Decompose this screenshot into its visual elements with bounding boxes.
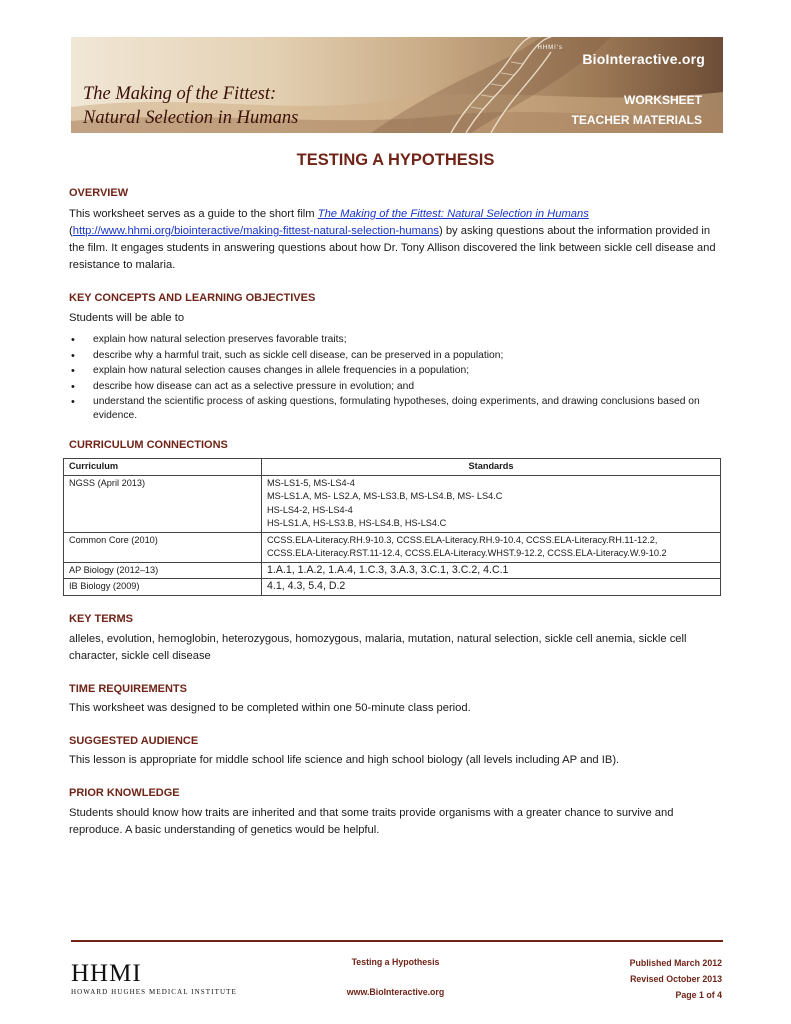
hhmi-logo-text: HHMI: [71, 960, 142, 987]
list-item: • understand the scientific process of asking questions, formulating hypotheses, doing experiments, and drawing conclusions based on evidence.: [69, 395, 719, 423]
standards-cell: [262, 579, 721, 596]
overview-paragraph: [69, 206, 719, 274]
standards-cell: [262, 475, 721, 532]
key-terms-text: alleles, evolution, hemoglobin, heterozygous, homozygous, malaria, mutation, natural selection, sickle cell anemia, sickle cell character, sickle cell disease: [69, 633, 687, 662]
standards-line: HS-LS4-2, HS-LS4-4: [267, 504, 353, 515]
table-row: [64, 562, 721, 579]
list-item: • explain how natural selection preserves favorable traits;: [69, 333, 719, 347]
header-banner: [71, 37, 723, 133]
standards-line: CCSS.ELA-Literacy.RH.9-10.3, CCSS.ELA-Literacy.RH.9-10.4, CCSS.ELA-Literacy.RH.11-12.2,: [267, 534, 658, 545]
list-item: • explain how natural selection causes changes in allele frequencies in a population;: [69, 364, 719, 378]
biointeractive-logo: [538, 45, 705, 69]
prior-knowledge-text: Students should know how traits are inherited and that some traits provide organisms with a greater chance to survive and reproduce. A basic understanding of genetics would be helpful.: [69, 807, 674, 836]
film-link[interactable]: The Making of the Fittest: Natural Selection in Humans: [317, 208, 589, 220]
key-terms-heading: KEY TERMS: [69, 613, 133, 625]
list-item: • describe why a harmful trait, such as sickle cell disease, can be preserved in a population;: [69, 349, 719, 363]
published-date: Published March 2012: [629, 958, 722, 968]
objectives-list: [69, 333, 719, 425]
hhmi-logo: [71, 962, 237, 996]
hhmi-logo-subtitle: HOWARD HUGHES MEDICAL INSTITUTE: [71, 988, 237, 996]
standards-line: CCSS.ELA-Literacy.RST.11-12.4, CCSS.ELA-Literacy.WHST.9-12.2, CCSS.ELA-Literacy.W.9-10.2: [267, 548, 667, 558]
footer-website: www.BioInteractive.org: [346, 987, 445, 997]
standards-line: MS-LS1.A, MS- LS2.A, MS-LS3.B, MS-LS4.B, MS- LS4.C: [267, 491, 503, 501]
overview-text-3: ) by asking questions about the information provided in the film. It engages students in answering questions about how Dr. Tony Allison discovered the link between sickle cell disease and resistance to malaria.: [69, 225, 716, 271]
brand-name: BioInteractive.org: [582, 51, 705, 67]
brand-hhmi-small: HHMI's: [537, 45, 563, 51]
objectives-intro: Students will be able to: [69, 312, 185, 324]
curriculum-table: [63, 458, 721, 596]
table-header-row: [64, 459, 721, 476]
document-title: TESTING A HYPOTHESIS: [296, 151, 495, 169]
standards-line: MS-LS1-5, MS-LS4-4: [267, 477, 355, 488]
banner-title: [83, 82, 298, 130]
standards-line: 1.A.1, 1.A.2, 1.A.4, 1.C.3, 3.A.3, 3.C.1, 3.C.2, 4.C.1: [267, 563, 509, 576]
audience-heading: SUGGESTED AUDIENCE: [69, 735, 199, 747]
footer-divider: [71, 940, 723, 942]
table-row: [64, 532, 721, 562]
table-row: [64, 579, 721, 596]
standards-line: HS-LS1.A, HS-LS3.B, HS-LS4.B, HS-LS4.C: [267, 518, 447, 528]
overview-text-1: This worksheet serves as a guide to the short film: [69, 208, 318, 220]
teacher-materials-label: TEACHER MATERIALS: [571, 113, 702, 127]
time-heading: TIME REQUIREMENTS: [69, 683, 187, 695]
worksheet-label: WORKSHEET: [624, 93, 702, 107]
curriculum-cell: Common Core (2010): [64, 532, 262, 562]
list-item: • describe how disease can act as a selective pressure in evolution; and: [69, 380, 719, 394]
overview-text-2: (: [69, 225, 73, 237]
column-header-curriculum: Curriculum: [64, 459, 262, 476]
overview-heading: OVERVIEW: [69, 187, 129, 199]
standards-line: 4.1, 4.3, 5.4, D.2: [267, 580, 346, 592]
film-url-link[interactable]: http://www.hhmi.org/biointeractive/making-fittest-natural-selection-humans: [72, 225, 439, 237]
time-text: This worksheet was designed to be completed within one 50-minute class period.: [69, 702, 471, 714]
revised-date: Revised October 2013: [630, 974, 722, 984]
objectives-heading: KEY CONCEPTS AND LEARNING OBJECTIVES: [69, 292, 316, 304]
curriculum-cell: NGSS (April 2013): [64, 475, 262, 532]
banner-title-line2: Natural Selection in Humans: [83, 108, 299, 128]
footer-doc-name: Testing a Hypothesis: [351, 957, 440, 967]
standards-cell: [262, 562, 721, 579]
audience-text: This lesson is appropriate for middle school life science and high school biology (all levels including AP and IB).: [69, 754, 620, 766]
table-row: [64, 475, 721, 532]
footer-publication-info: [630, 955, 722, 1003]
curriculum-cell: AP Biology (2012–13): [64, 562, 262, 579]
prior-knowledge-heading: PRIOR KNOWLEDGE: [69, 787, 180, 799]
standards-cell: [262, 532, 721, 562]
page-number: Page 1 of 4: [675, 990, 722, 1000]
banner-title-line1: The Making of the Fittest:: [83, 84, 277, 104]
curriculum-cell: IB Biology (2009): [64, 579, 262, 596]
banner-labels: [572, 90, 702, 130]
curriculum-heading: CURRICULUM CONNECTIONS: [69, 439, 228, 451]
column-header-standards: Standards: [262, 459, 721, 476]
